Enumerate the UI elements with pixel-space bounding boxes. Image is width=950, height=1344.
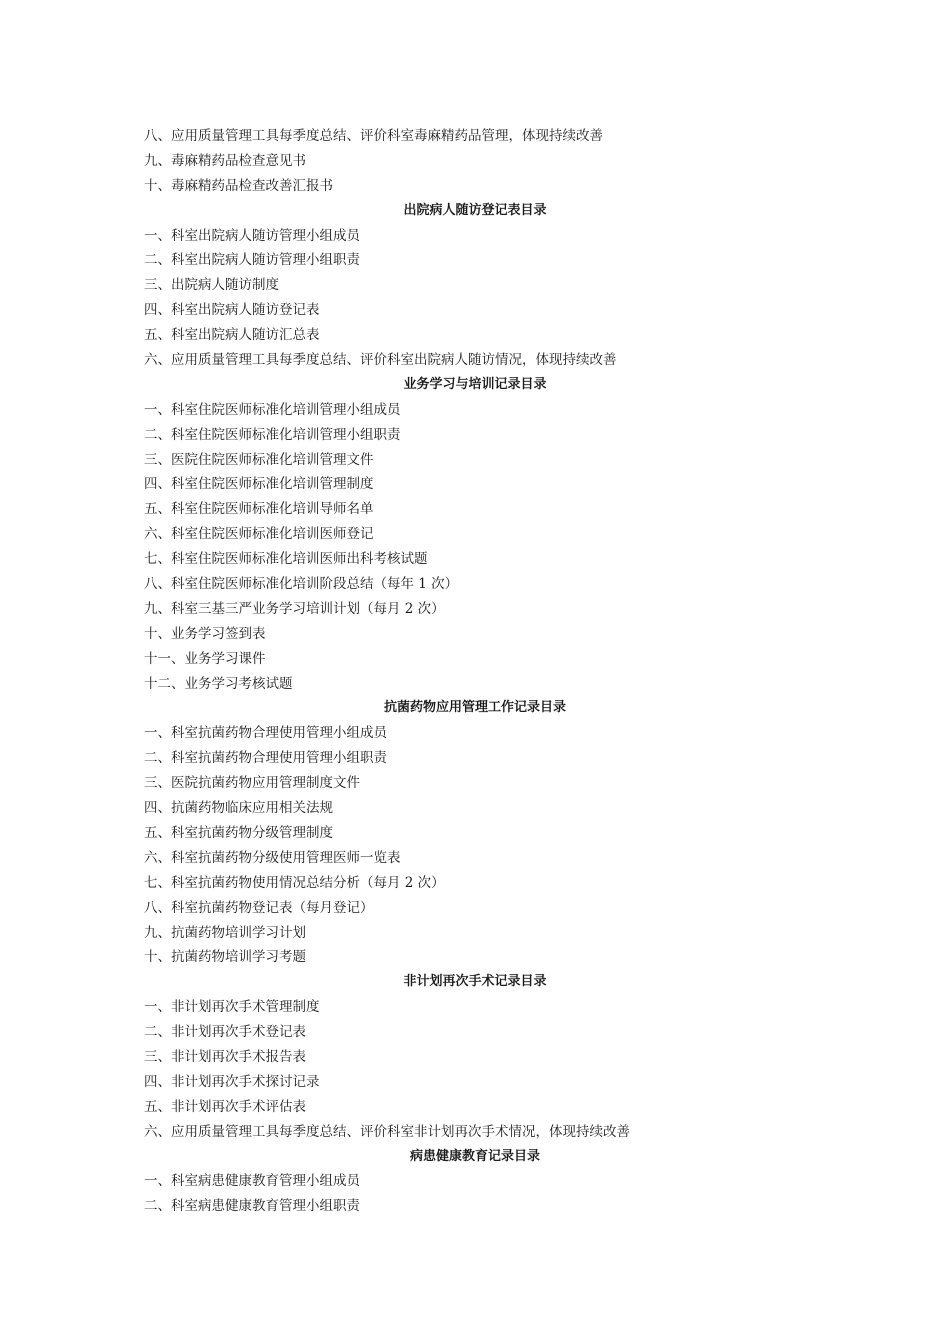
list-item: 六、科室住院医师标准化培训医师登记 [144, 526, 374, 543]
list-item: 十、业务学习签到表 [144, 625, 266, 642]
list-item: 六、应用质量管理工具每季度总结、评价科室出院病人随访情况，体现持续改善 [144, 352, 617, 369]
section-unplanned-reoperation [144, 970, 806, 1144]
list-item: 四、科室出院病人随访登记表 [144, 302, 320, 319]
list-item: 七、科室抗菌药物使用情况总结分析（每月 2 次） [144, 874, 445, 891]
list-item: 三、出院病人随访制度 [144, 277, 279, 294]
list-item: 九、抗菌药物培训学习计划 [144, 924, 306, 941]
list-item: 一、科室住院医师标准化培训管理小组成员 [144, 401, 401, 418]
list-item: 十二、业务学习考核试题 [144, 675, 293, 692]
list-item: 九、科室三基三严业务学习培训计划（每月 2 次） [144, 600, 445, 617]
list-item: 六、科室抗菌药物分级使用管理医师一览表 [144, 849, 401, 866]
section-title: 业务学习与培训记录目录 [403, 376, 547, 392]
list-item: 九、毒麻精药品检查意见书 [144, 152, 306, 169]
list-item: 四、科室住院医师标准化培训管理制度 [144, 476, 374, 493]
list-item: 五、科室住院医师标准化培训导师名单 [144, 501, 374, 518]
list-item: 六、应用质量管理工具每季度总结、评价科室非计划再次手术情况，体现持续改善 [144, 1123, 630, 1140]
list-item: 二、科室病患健康教育管理小组职责 [144, 1198, 360, 1215]
list-item: 八、应用质量管理工具每季度总结、评价科室毒麻精药品管理，体现持续改善 [144, 128, 603, 144]
list-item: 二、科室抗菌药物合理使用管理小组职责 [144, 750, 387, 767]
list-item: 四、抗菌药物临床应用相关法规 [144, 800, 333, 817]
list-item: 十、毒麻精药品检查改善汇报书 [144, 177, 333, 194]
list-item: 五、科室抗菌药物分级管理制度 [144, 824, 333, 841]
document-page [144, 124, 806, 1219]
list-item: 一、科室出院病人随访管理小组成员 [144, 227, 360, 244]
section-title: 非计划再次手术记录目录 [403, 974, 547, 990]
section-discharge-followup [144, 199, 806, 373]
lead-list [144, 124, 806, 199]
section-antibiotics [144, 696, 806, 970]
list-item: 三、医院住院医师标准化培训管理文件 [144, 451, 374, 468]
list-item: 八、科室抗菌药物登记表（每月登记） [144, 899, 374, 916]
list-item: 二、非计划再次手术登记表 [144, 1024, 306, 1041]
list-item: 八、科室住院医师标准化培训阶段总结（每年 1 次） [144, 576, 459, 593]
section-title: 出院病人随访登记表目录 [403, 202, 547, 218]
list-item: 三、医院抗菌药物应用管理制度文件 [144, 775, 360, 792]
list-item: 七、科室住院医师标准化培训医师出科考核试题 [144, 551, 428, 568]
list-item: 二、科室出院病人随访管理小组职责 [144, 252, 360, 269]
list-item: 一、科室病患健康教育管理小组成员 [144, 1173, 360, 1190]
list-item: 一、非计划再次手术管理制度 [144, 999, 320, 1016]
list-item: 一、科室抗菌药物合理使用管理小组成员 [144, 725, 387, 742]
list-item: 十一、业务学习课件 [144, 650, 266, 667]
section-title: 病患健康教育记录目录 [409, 1148, 540, 1164]
list-item: 五、非计划再次手术评估表 [144, 1098, 306, 1115]
list-item: 三、非计划再次手术报告表 [144, 1048, 306, 1065]
list-item: 十、抗菌药物培训学习考题 [144, 949, 306, 966]
section-training [144, 373, 806, 697]
section-title: 抗菌药物应用管理工作记录目录 [383, 700, 566, 716]
section-health-education [144, 1145, 806, 1220]
list-item: 二、科室住院医师标准化培训管理小组职责 [144, 426, 401, 443]
list-item: 四、非计划再次手术探讨记录 [144, 1073, 320, 1090]
list-item: 五、科室出院病人随访汇总表 [144, 327, 320, 344]
